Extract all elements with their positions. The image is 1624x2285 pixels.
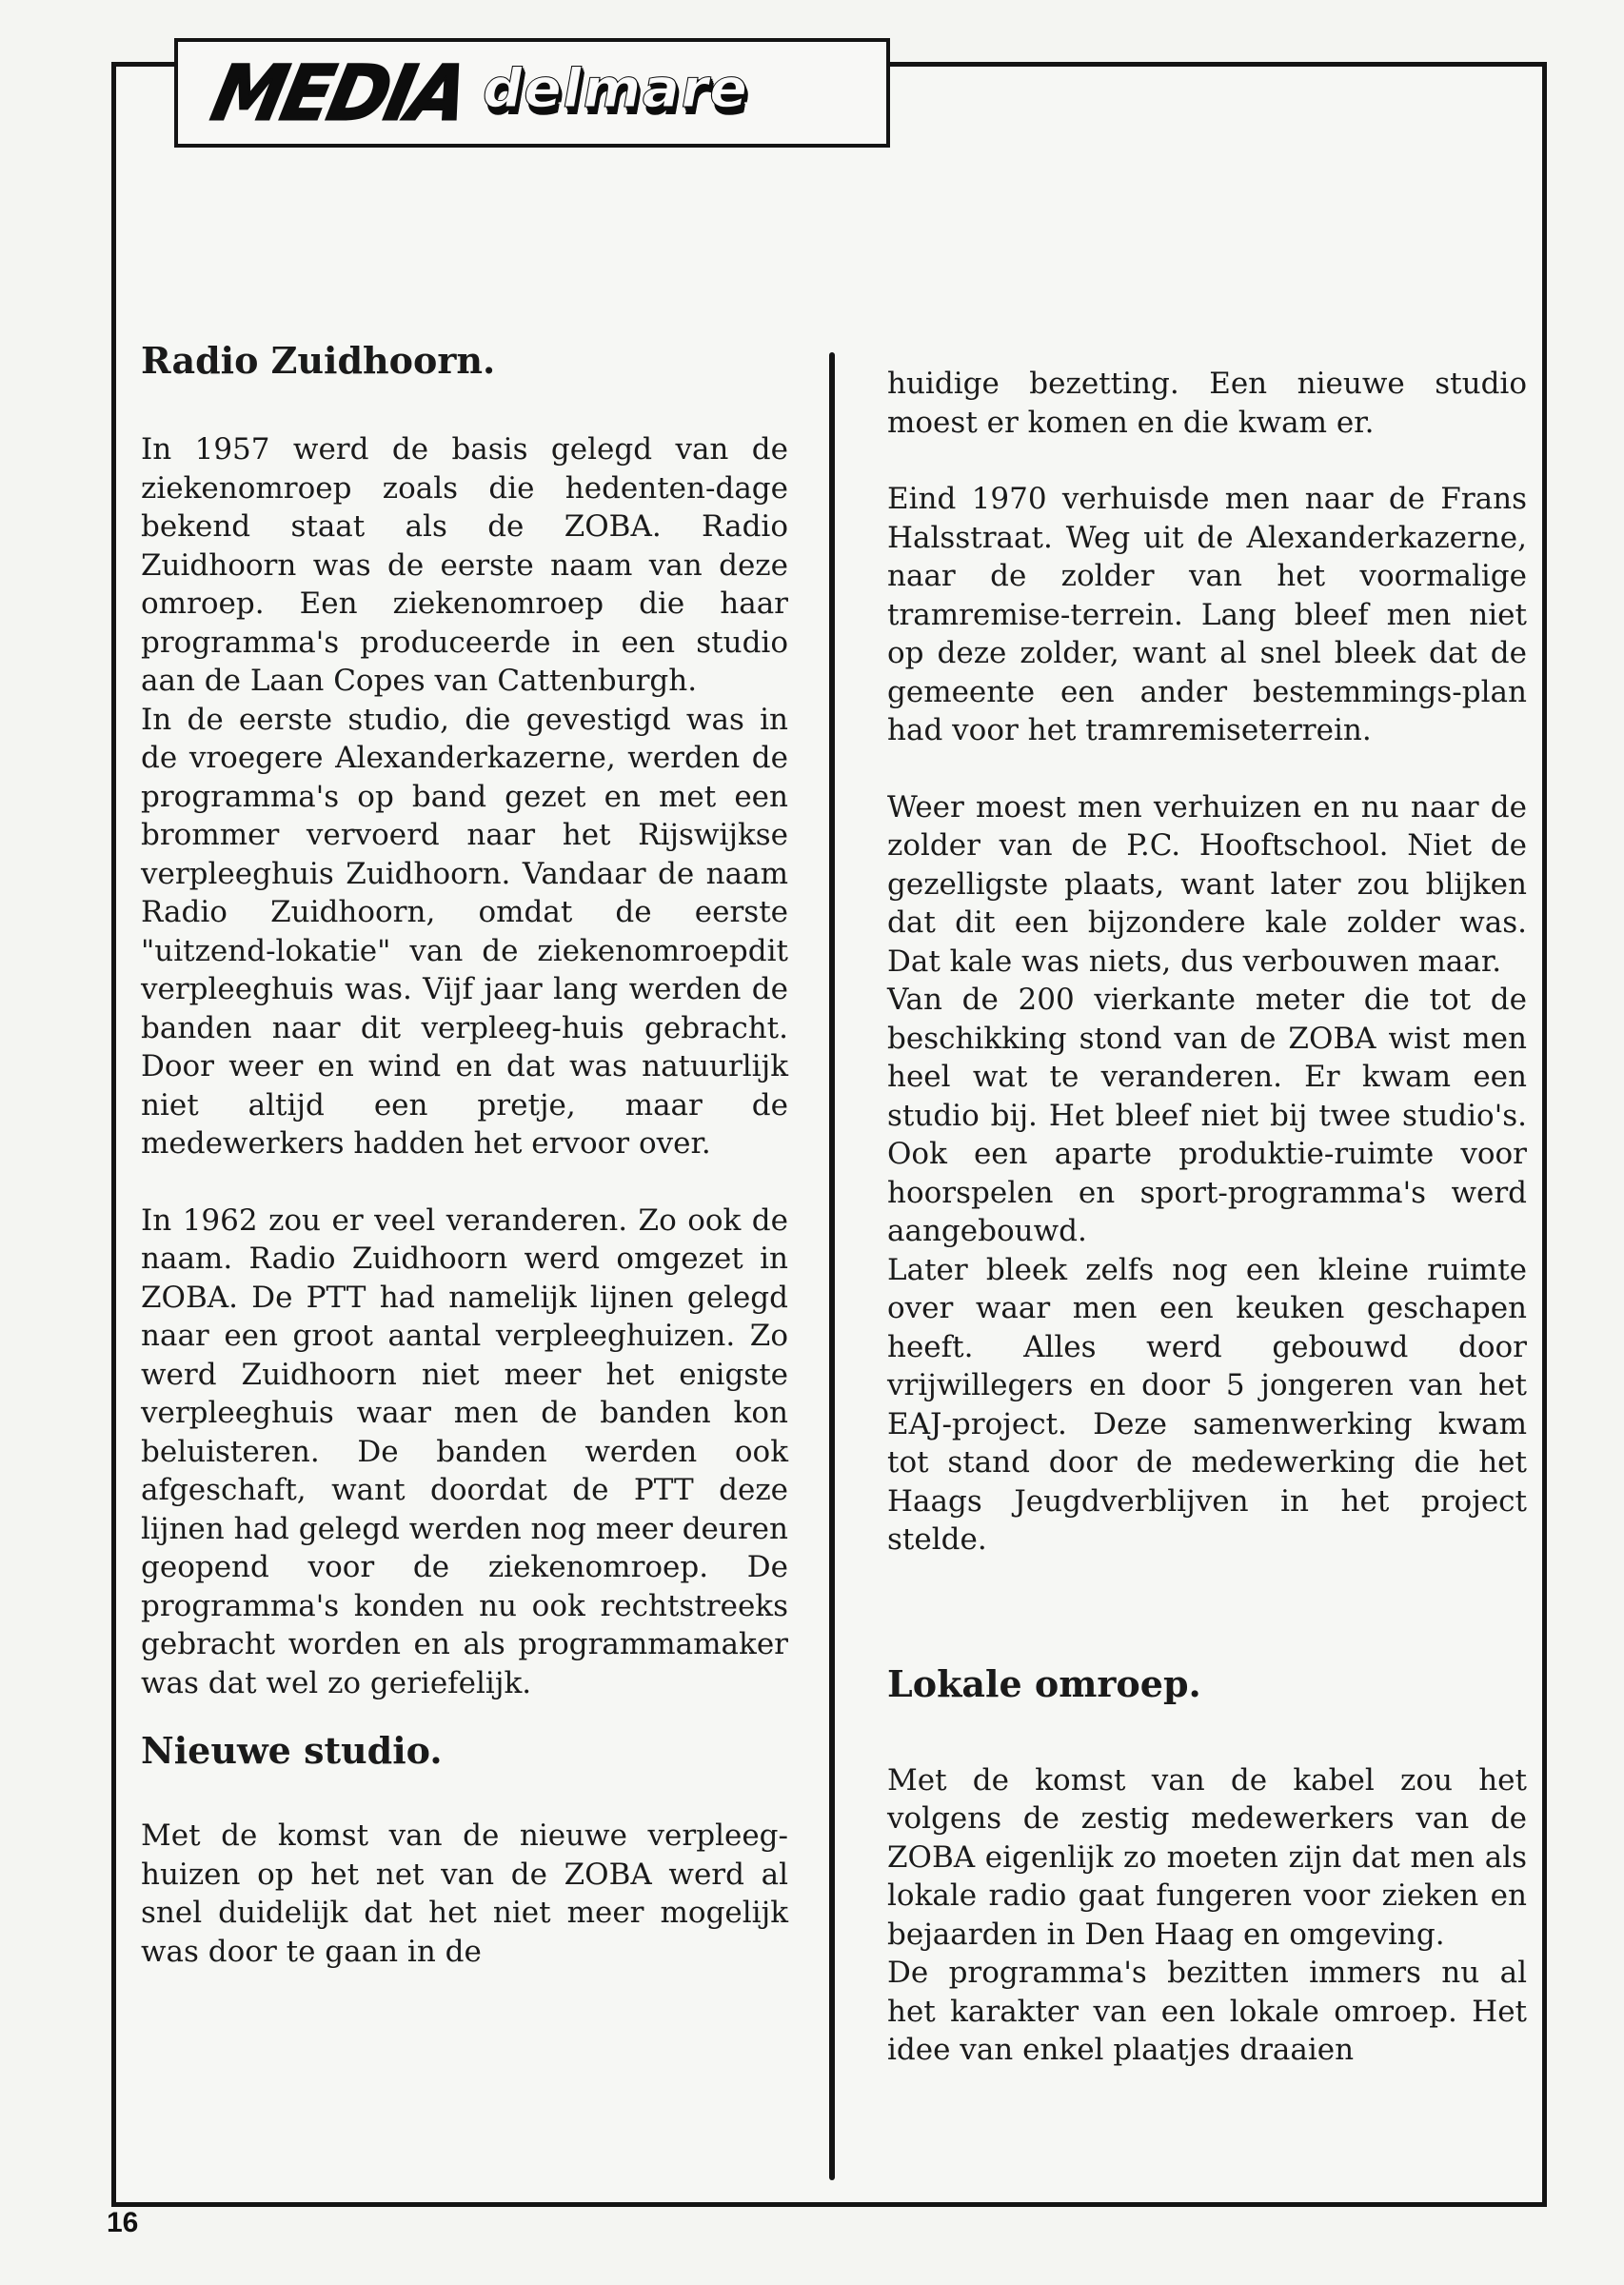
paragraph: In 1957 werd de basis gelegd van de ziekenomroep zoals die hedenten-dage bekend staat als de ZOBA. Radio Zuidhoorn was de eerste naam van deze omroep. Een ziekenomroep die haar programma's produceerde in een studio aan de Laan Copes van Cattenburgh.	[141, 432, 788, 698]
masthead-subtitle: delmare	[477, 57, 755, 120]
left-column	[141, 339, 788, 1971]
paragraph: Van de 200 vierkante meter die tot de beschikking stond van de ZOBA wist men heel wat te veranderen. Er kwam een studio bij. Het bleef niet bij twee studio's. Ook een aparte produktie-ruimte voor hoorspelen en sport-programma's werd aangebouwd.	[887, 983, 1527, 1248]
heading-nieuwe-studio: Nieuwe studio.	[141, 1729, 443, 1772]
column-divider	[829, 352, 835, 2180]
paragraph: Met de komst van de kabel zou het volgens de zestig medewerkers van de ZOBA eigenlijk zo moeten zijn dat men als lokale radio gaat fungeren voor zieken en bejaarden in Den Haag en omgeving.	[887, 1762, 1527, 1952]
page-number: 16	[107, 2207, 139, 2238]
paragraph: De programma's bezitten immers nu al het karakter van een lokale omroep. Het idee van enkel plaatjes draaien	[887, 1956, 1527, 2067]
paragraph: huidige bezetting. Een nieuwe studio moest er komen en die kwam er.	[887, 367, 1527, 440]
heading-lokale-omroep: Lokale omroep.	[887, 1661, 1201, 1705]
right-column	[887, 365, 1527, 2070]
heading-radio-zuidhoorn: Radio Zuidhoorn.	[141, 339, 496, 382]
paragraph: In 1962 zou er veel veranderen. Zo ook de naam. Radio Zuidhoorn werd omgezet in ZOBA. De PTT had namelijk lijnen gelegd naar een groot aantal verpleeghuizen. Zo werd Zuidhoorn niet meer het enigste verpleeghuis waar men de banden kon beluisteren. De banden werden ook afgeschaft, want doordat de PTT deze lijnen had gelegd werden nog meer deuren geopend voor de ziekenomroep. De programma's konden nu ook rechtstreeks gebracht worden en als programmamaker was dat wel zo geriefelijk.	[141, 1202, 788, 1700]
masthead	[174, 38, 890, 148]
masthead-title: MEDIA	[205, 48, 474, 137]
paragraph: Weer moest men verhuizen en nu naar de zolder van de P.C. Hooftschool. Niet de gezelligste plaats, want later zou blijken dat dit een bijzondere kale zolder was. Dat kale was niets, dus verbouwen maar.	[887, 789, 1527, 979]
paragraph: Met de komst van de nieuwe verpleeg-huizen op het net van de ZOBA werd al snel duidelijk dat het niet meer mogelijk was door te gaan in de	[141, 1818, 788, 1969]
paragraph: Later bleek zelfs nog een kleine ruimte over waar men een keuken geschapen heeft. Alles werd gebouwd door vrijwillegers en door 5 jongeren van het EAJ-project. Deze samenwerking kwam tot stand door de medewerking die het Haags Jeugdverblijven in het project stelde.	[887, 1252, 1527, 1557]
paragraph: In de eerste studio, die gevestigd was in de vroegere Alexanderkazerne, werden de programma's op band gezet en met een brommer vervoerd naar het Rijswijkse verpleeghuis Zuidhoorn. Vandaar de naam Radio Zuidhoorn, omdat de eerste "uitzend-lokatie" van de ziekenomroepdit verpleeghuis was. Vijf jaar lang werden de banden naar dit verpleeg-huis gebracht. Door weer en wind en dat was natuurlijk niet altijd een pretje, maar de medewerkers hadden het ervoor over.	[141, 702, 788, 1161]
paragraph: Eind 1970 verhuisde men naar de Frans Halsstraat. Weg uit de Alexanderkazerne, naar de zolder van het voormalige tramremise-terrein. Lang bleef men niet op deze zolder, want al snel bleek dat de gemeente een ander bestemmings-plan had voor het tramremiseterrein.	[887, 482, 1527, 747]
